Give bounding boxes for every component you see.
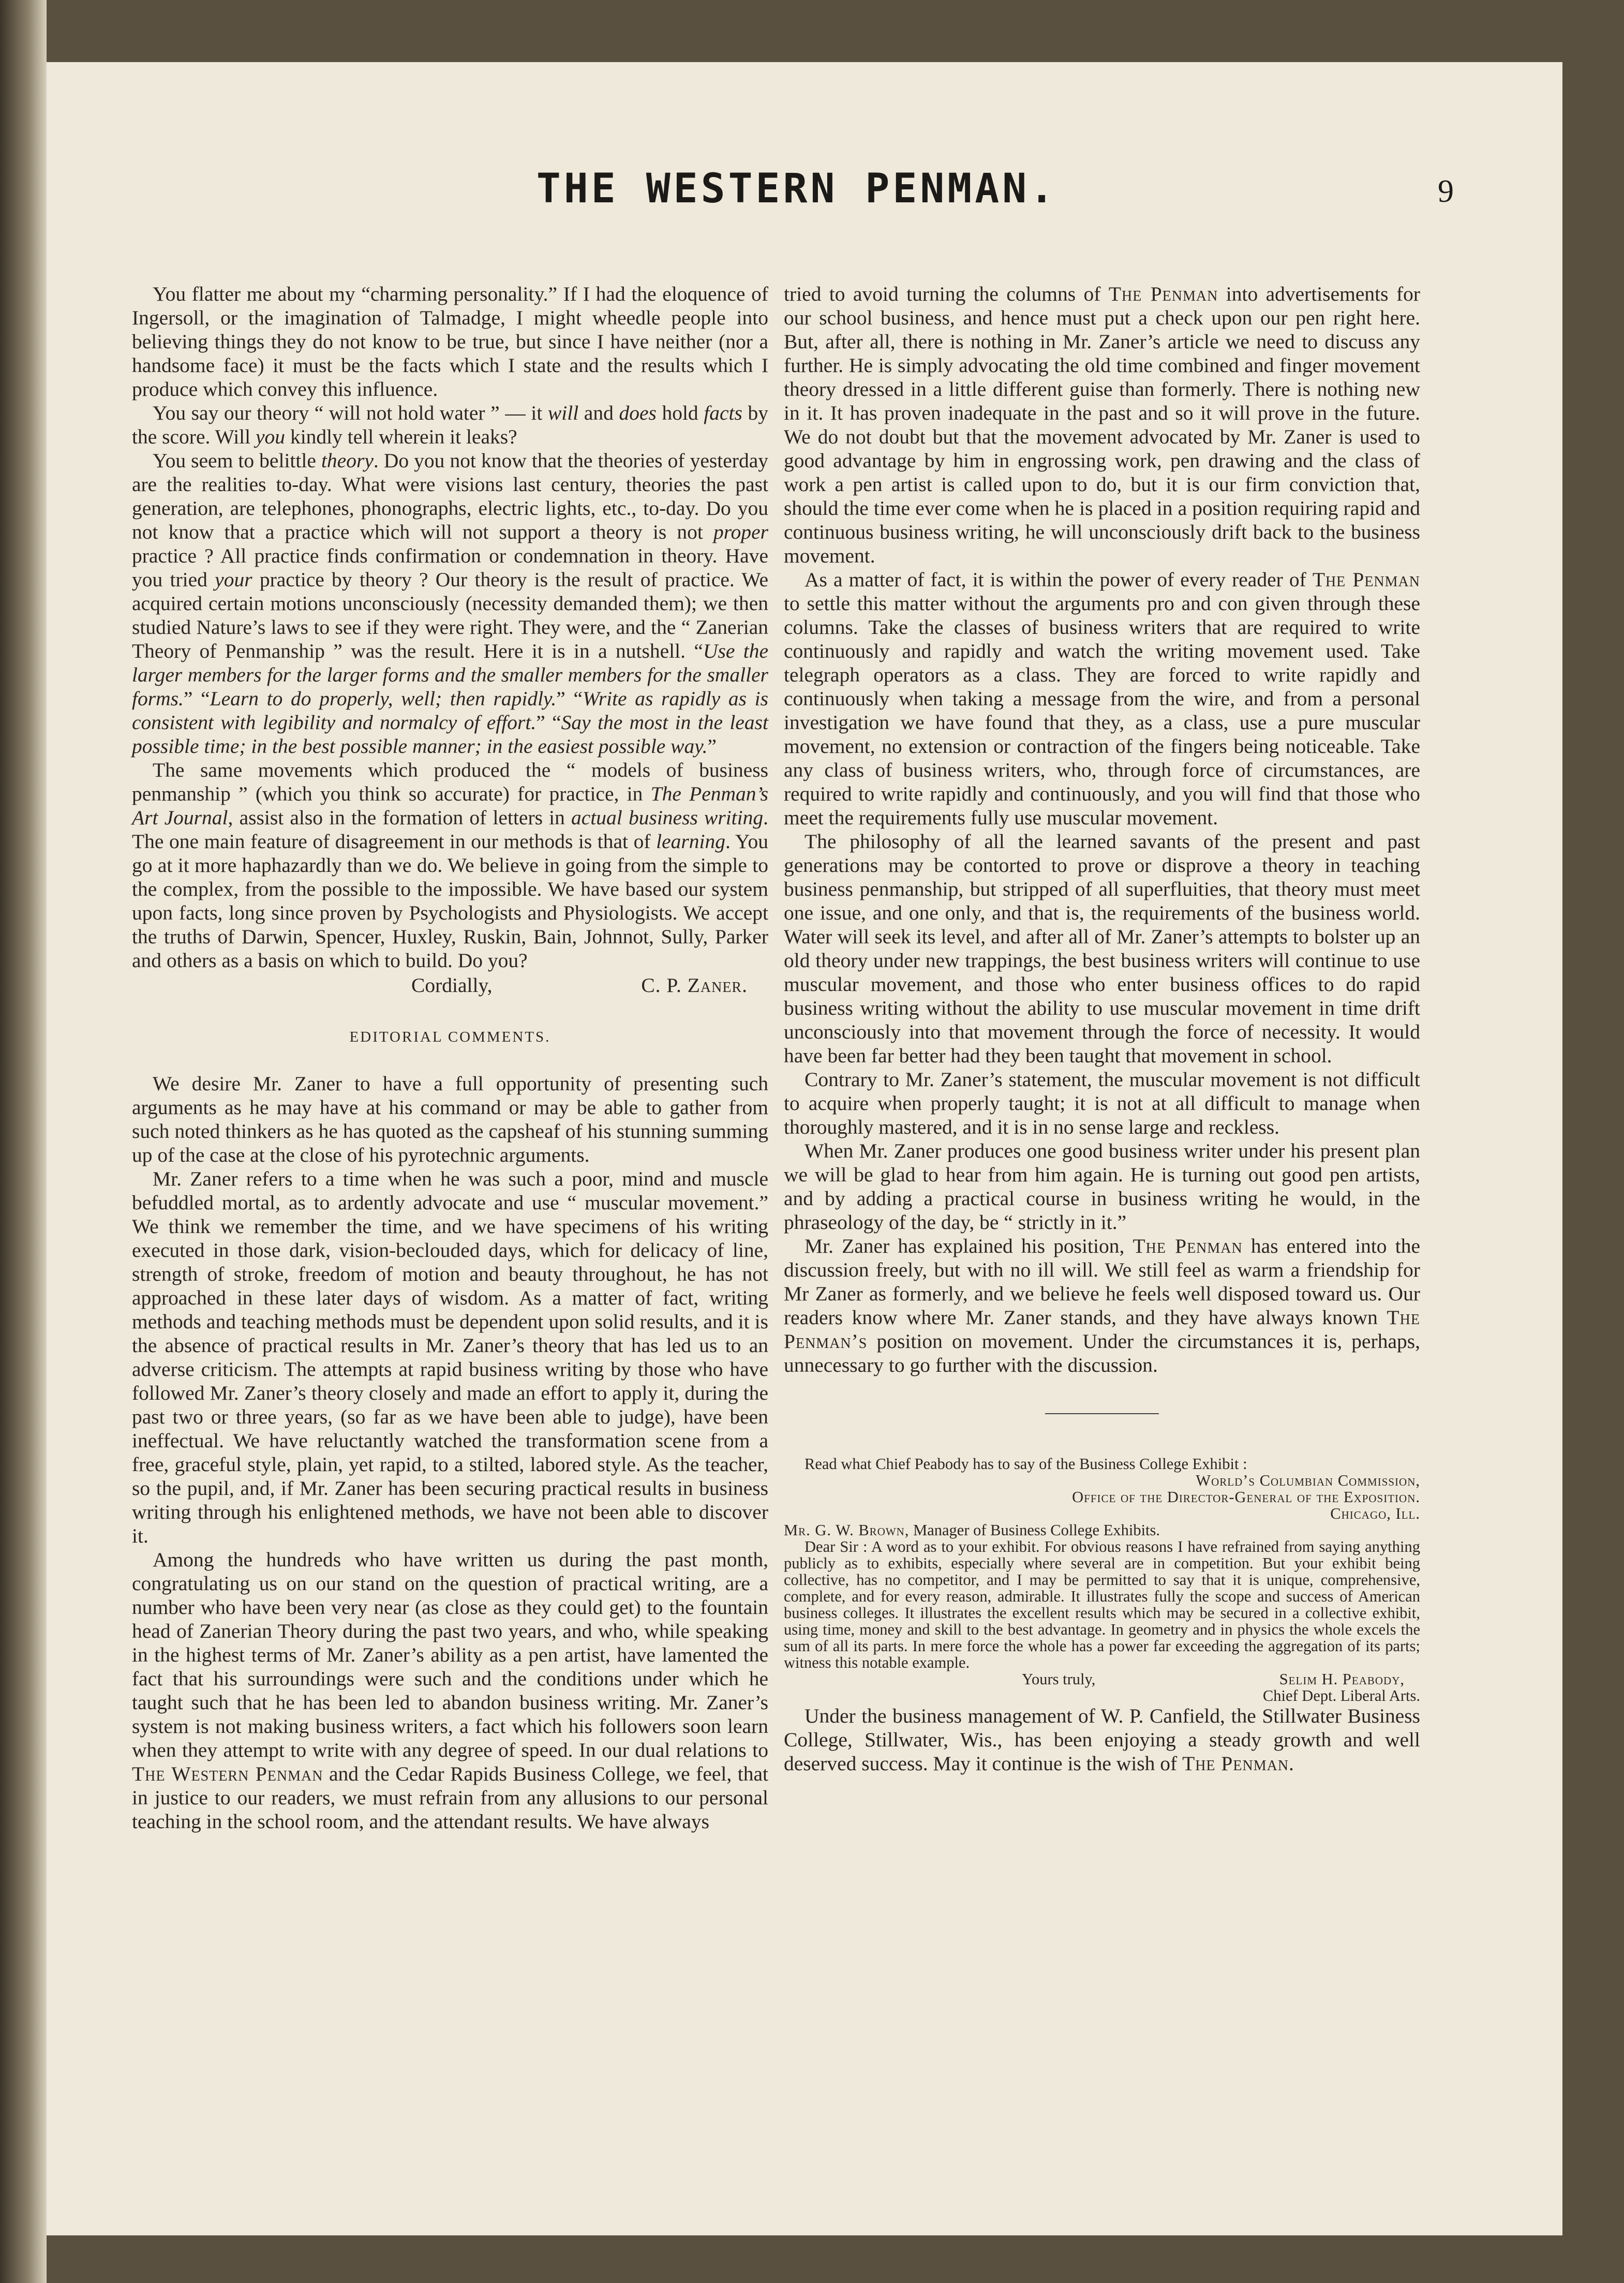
section-heading: EDITORIAL COMMENTS. [349,1029,551,1045]
letter-intro: Read what Chief Peabody has to say of the Business College Exhibit : [804,1455,1247,1473]
letter-signoff: Yours truly, Selim H. Peabody, [1022,1670,1405,1688]
paragraph: You seem to belittle theory. Do you not know that the theories of yesterday are the realities to-day. What were visions last century, theories the past generation, are telephones, phonographs, electric lights, etc., to-day. Do you not know that a practice which will not support a theory is not proper practice ? All practice finds confirmation or condemnation in theory. Have you tried your practice by theory ? Our theory is the result of practice. We acquired certain motions unconsciously (necessity demanded them); we then studied Nature’s laws to see if they were right. They were, and the “ Zanerian Theory of Penmanship ” was the result. Here it is in a nutshell. “Use the larger members for the larger forms and the smaller members for the smaller forms.” “Learn to do properly, well; then rapidly.” “Write as rapidly as is consistent with legibility and normalcy of effort.” “Say the most in the least possible time; in the best possible manner; in the easiest possible way.” [132,449,769,758]
letter-addressee: Mr. G. W. Brown, Manager of Business College Exhibits. [784,1521,1160,1539]
page-header [31,166,1562,212]
page-number: 9 [1438,174,1454,209]
letter-title: Chief Dept. Liberal Arts. [1262,1687,1420,1704]
paragraph: Under the business management of W. P. Canfield, the Stillwater Business College, Stillwater, Wis., has been enjoying a steady growth and well deserved success. May it continue is the wish of The Penman. [784,1704,1420,1775]
letter [784,1456,1420,1704]
right-column [784,282,1420,1775]
paragraph: Among the hundreds who have written us during the past month, congratulating us on our stand on the question of practical writing, are a number who have been very near (as close as they could get) to the fountain head of Zanerian Theory during the past two years, and who, while speaking in the highest terms of Mr. Zaner’s ability as a pen artist, have lamented the fact that his surroundings were such and the conditions under which he taught such that he has been led to abandon business writing. Mr. Zaner’s system is not making business writers, a fact which his followers soon learn when they attempt to write with any degree of speed. In our dual relations to The Western Penman and the Cedar Rapids Business College, we feel, that in justice to our readers, we must refrain from any allusions to our personal teaching in the school room, and the attendant results. We have always [132,1548,768,1833]
paragraph: You flatter me about my “charming personality.” If I had the eloquence of Ingersoll, or the imagination of Talmadge, I might wheedle people into believing things they do not know to be true, but since I have neither (nor a handsome face) it must be the facts which I state and the results which I produce which convey this influence. [132,283,768,401]
paragraph: Contrary to Mr. Zaner’s statement, the muscular movement is not difficult to acquire when properly taught; it is not at all difficult to manage when thoroughly mastered, and it is in no sense large and reckless. [784,1068,1420,1138]
letter-body: Dear Sir : A word as to your exhibit. For obvious reasons I have refrained from saying anything publicly as to exhibits, especially where several are in competition. But your exhibit being collective, has no competitor, and I may be permitted to say that it is unique, comprehensive, complete, and for every reason, admirable. It illustrates fully the scope and success of American business colleges. It illustrates the excellent results which may be secured in a collective exhibit, using time, money and skill to the best advantage. In geometry and in physics the whole excels the sum of all its parts. In mere force the whole has a power far exceeding the aggregation of its parts; witness this notable example. [784,1538,1420,1671]
signer: C. P. Zaner. [641,974,748,997]
paragraph: Mr. Zaner has explained his position, The Penman has entered into the discussion freely, but with no ill will. We still feel as warm a friendship for Mr Zaner as formerly, and we believe he feels well disposed toward us. Our readers know where Mr. Zaner stands, and they have always known The Penman’s position on movement. Under the circumstances it is, perhaps, unnecessary to go further with the discussion. [784,1235,1420,1376]
letter-org: World’s Columbian Commission, [1196,1472,1420,1489]
paragraph: When Mr. Zaner produces one good business writer under his present plan we will be glad to hear from him again. He is turning out good pen artists, and by adding a practical course in business writing he would, in the phraseology of the day, be “ strictly in it.” [784,1139,1420,1234]
divider [1045,1413,1159,1414]
closing: Cordially, [411,974,493,997]
masthead: THE WESTERN PENMAN. [536,166,1057,212]
letter-city: Chicago, Ill. [1330,1505,1420,1522]
paragraph: We desire Mr. Zaner to have a full opportunity of presenting such arguments as he may have at his command or may be able to gather from such noted thinkers as he has quoted as the capsheaf of his stunning summing up of the case at the close of his pyrotechnic arguments. [132,1072,768,1166]
page [31,62,1562,2235]
left-column [132,282,768,1833]
letter-org: Office of the Director-General of the Exposition. [1072,1488,1420,1506]
paragraph: The philosophy of all the learned savants of the present and past generations may be contorted to prove or disprove a theory in teaching business penmanship, but stripped of all superfluities, that theory must meet one issue, and one only, and that is, the requirements of the business world. Water will seek its level, and after all of Mr. Zaner’s attempts to bolster up an old theory under new trappings, the best business writers will continue to use muscular movement, and those who enter business offices to do rapid business writing without the ability to use muscular movement in time drift unconsciously into that movement through the force of necessity. It would have been far better had they been taught that movement in school. [784,830,1420,1067]
paragraph: tried to avoid turning the columns of The Penman into advertisements for our school business, and hence must put a check upon our pen right here. But, after all, there is nothing in Mr. Zaner’s article we need to discuss any further. He is simply advocating the old time combined and finger movement theory dressed in a little different guise than formerly. There is nothing new in it. It has proven inadequate in the past and so it will prove in the future. We do not doubt but that the movement advocated by Mr. Zaner is used to good advantage by him in engrossing work, pen drawing and the class of work a pen artist is called upon to do, but it is our firm conviction that, should the time ever come when he is placed in a position requiring rapid and continuous business writing, he will unconsciously drift back to the business movement. [784,283,1420,567]
paragraph: Mr. Zaner refers to a time when he was such a poor, mind and muscle befuddled mortal, as to ardently advocate and use “ muscular movement.” We think we remember the time, and we have specimens of his writing executed in those dark, vision-beclouded days, which for delicacy of line, strength of stroke, freedom of motion and beauty throughout, he has not approached in these later days of wisdom. As a matter of fact, writing methods and teaching methods must be dependent upon solid results, and it is the absence of practical results in Mr. Zaner’s theory that has led us to an adverse criticism. The attempts at rapid business writing by those who have followed Mr. Zaner’s theory closely and made an effort to apply it, during the past two or three years, (so far as we have been able to judge), have been ineffectual. We have reluctantly watched the transformation scene from a free, graceful style, plain, yet rapid, to a stilted, labored style. As the teacher, so the pupil, and, if Mr. Zaner has been securing practical results in business writing through his enlightened methods, we have not been able to discover it. [132,1167,768,1547]
paragraph: The same movements which produced the “ models of business penmanship ” (which you think so accurate) for practice, in The Penman’s Art Journal, assist also in the formation of letters in actual business writing. The one main feature of disagreement in our methods is that of learning. You go at it more haphazardly than we do. We believe in going from the simple to the complex, from the possible to the impossible. We have based our system upon facts, long since proven by Psychologists and Physiologists. We accept the truths of Darwin, Spencer, Huxley, Ruskin, Bain, Johnnot, Sully, Parker and others as a basis on which to build. Do you? [132,759,769,972]
signature-line [132,973,768,997]
paragraph: You say our theory “ will not hold water ” — it will and does hold facts by the score. Will you kindly tell wherein it leaks? [132,402,768,448]
paragraph: As a matter of fact, it is within the power of every reader of The Penman to settle this matter without the arguments pro and con given through these columns. Take the classes of business writers that are required to write continuously and rapidly and watch the writing movement used. Take telegraph operators as a class. They are forced to write rapidly and continuously when taking a message from the wire, and from a personal investigation we have found that they, as a class, use a pure muscular movement, no extension or contraction of the fingers being noticeable. Take any class of business writers, who, through force of circumstances, are required to write rapidly and continuously, and you will find that those who meet the requirements fully use muscular movement. [784,568,1420,829]
